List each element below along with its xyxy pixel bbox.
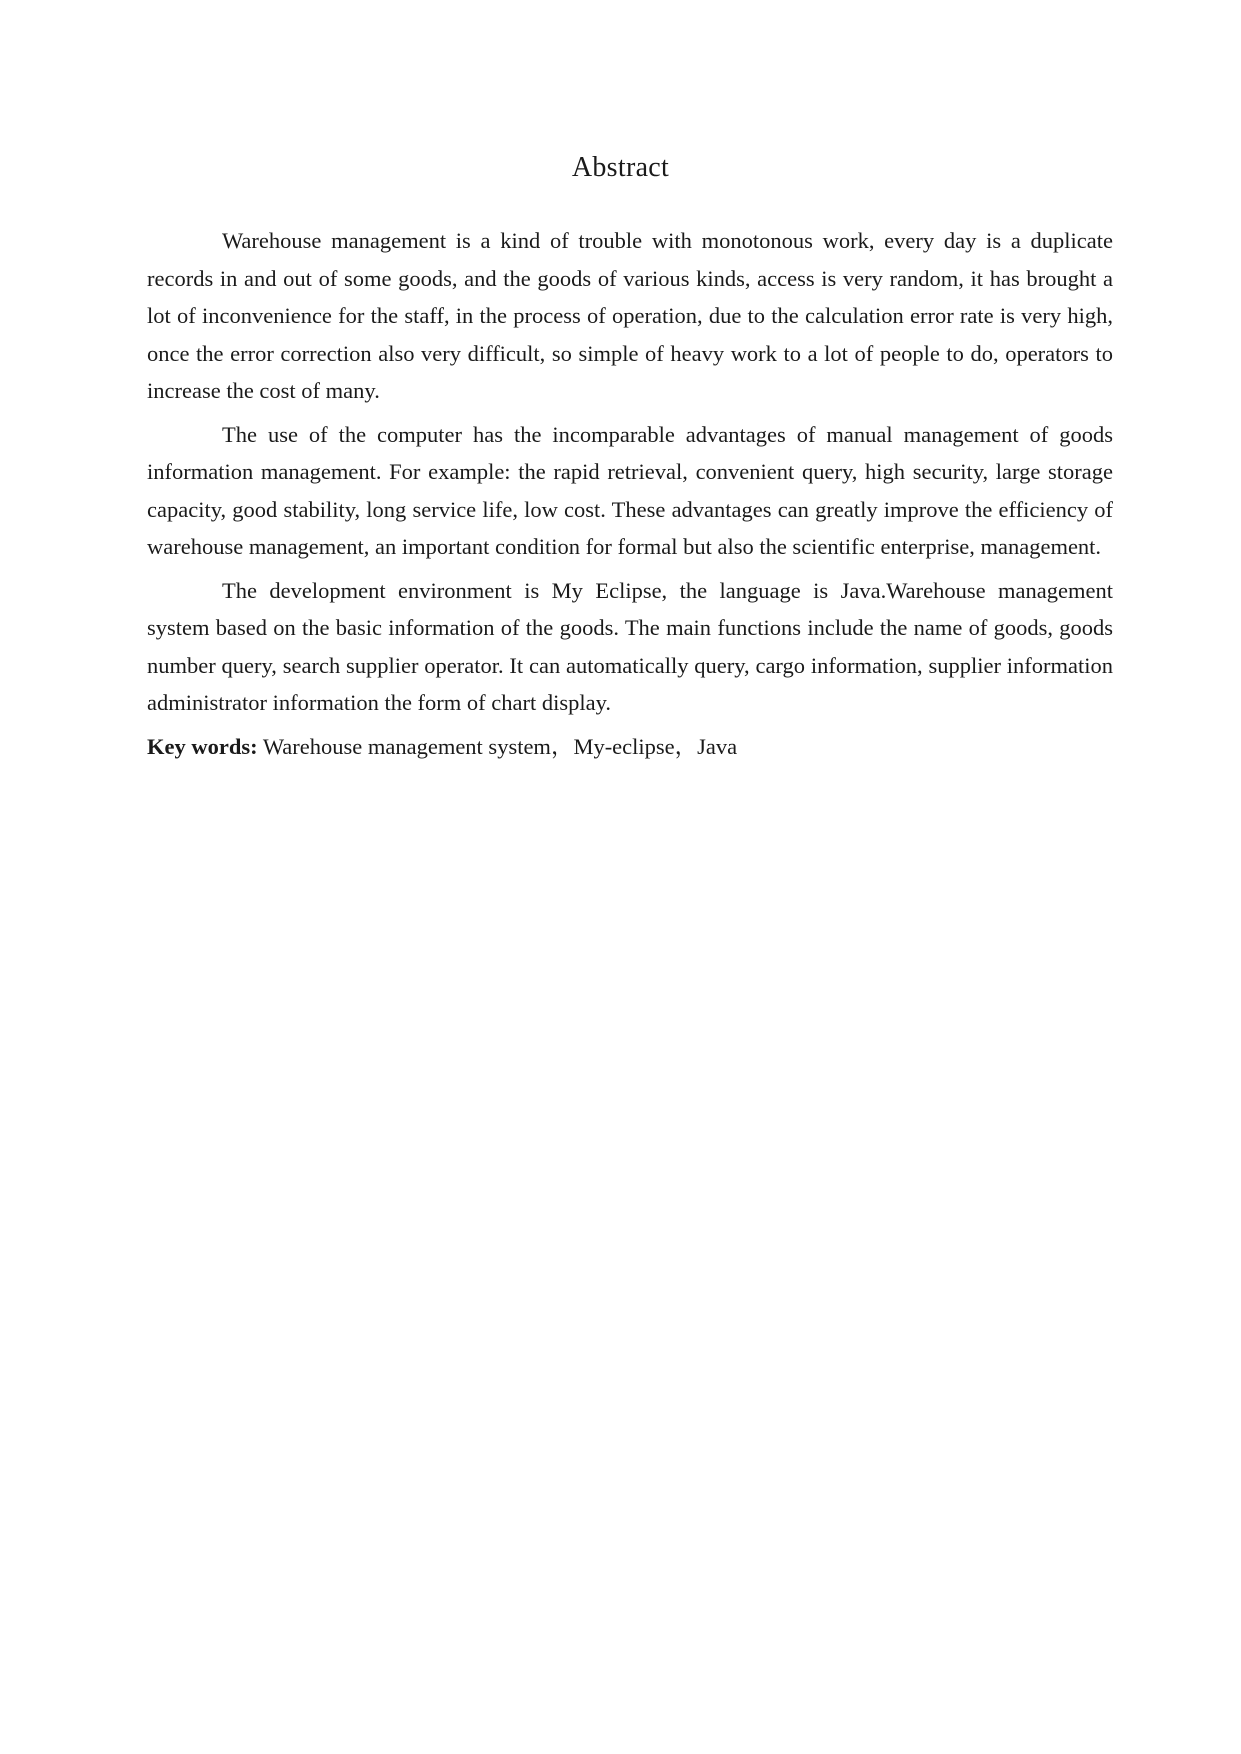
abstract-paragraph-1: Warehouse management is a kind of trouble with monotonous work, every day is a duplicate records in and out of some goods, and the goods of various kinds, access is very random, it has brought a lot of inconvenience for the staff, in the process of operation, due to the calculation error rate is very high, once the error correction also very difficult, so simple of heavy work to a lot of people to do, operators to increase the cost of many. [147, 228, 1113, 403]
abstract-body [147, 222, 1113, 765]
abstract-title: Abstract [571, 152, 670, 183]
keywords-label: Key words: [147, 733, 258, 759]
abstract-paragraph-3: The development environment is My Eclipse, the language is Java.Warehouse management system based on the basic information of the goods. The main functions include the name of goods, goods number query, search supplier operator. It can automatically query, cargo information, supplier information administrator information the form of chart display. [147, 577, 1113, 715]
keywords-line [147, 728, 1113, 766]
keywords-text: Warehouse management system，My-eclipse，Java [262, 733, 738, 759]
abstract-paragraph-2: The use of the computer has the incomparable advantages of manual management of goods information management. For example: the rapid retrieval, convenient query, high security, large storage capacity, good stability, long service life, low cost. These advantages can greatly improve the efficiency of warehouse management, an important condition for formal but also the scientific enterprise, management. [147, 421, 1113, 559]
